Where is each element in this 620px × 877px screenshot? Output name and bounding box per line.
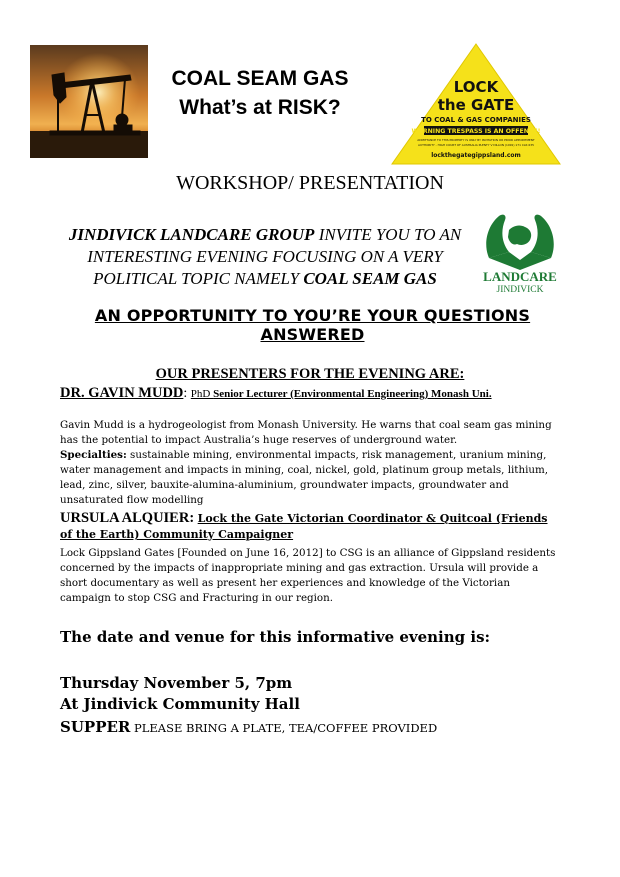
event-details	[60, 673, 580, 715]
supper-line	[60, 718, 580, 736]
invite-org: JINDIVICK LANDCARE GROUP	[68, 225, 315, 244]
landcare-logo	[475, 208, 565, 293]
presenter2-name: URSULA ALQUIER:	[60, 510, 195, 526]
presenter1-credentials	[191, 388, 492, 400]
landcare-line-2: JINDIVICK	[496, 285, 544, 293]
page-title	[150, 64, 370, 122]
lock-line-3: TO COAL & GAS COMPANIES	[421, 116, 531, 124]
opportunity-heading: AN OPPORTUNITY TO YOU’RE YOUR QUESTIONS ANSWERED	[94, 306, 531, 344]
invite-topic: COAL SEAM GAS	[303, 269, 437, 288]
supper-label: SUPPER	[60, 718, 131, 736]
lock-warning: WARNING TRESPASS IS AN OFFENCE!	[411, 128, 541, 135]
presenter2-role: Lock the Gate Victorian Coordinator & Quitcoal (Friends of the Earth) Community Campaigner	[60, 512, 548, 541]
lock-fine-print-1: ADMITTANCE TO THIS PROPERTY IS ONLY BY INVITATION OR PRIOR APPOINTMENT	[417, 138, 535, 142]
lock-line-2: the GATE	[437, 96, 515, 114]
presenter1-bio	[60, 418, 560, 508]
workshop-heading: WORKSHOP/ PRESENTATION	[176, 172, 444, 194]
presenter1-degree: PhD	[190, 388, 214, 400]
lock-line-1: LOCK	[453, 78, 499, 96]
supper-detail: PLEASE BRING A PLATE, TEA/COFFEE PROVIDED	[130, 721, 438, 735]
presenter1-header	[60, 385, 580, 402]
presenters-heading: OUR PRESENTERS FOR THE EVENING ARE:	[155, 366, 465, 382]
lock-the-gate-sign	[390, 42, 562, 166]
invite-text: INVITE YOU TO AN INTERESTING EVENING FOCUSING ON A VERY POLITICAL TOPIC NAMELY	[87, 225, 462, 288]
presenter1-name: DR. GAVIN MUDD	[60, 385, 184, 401]
lock-fine-print-2: AUTHORITY - HIGH COURT OF AUSTRALIA PLENTY V DILLON (1991) 171 CLR 635	[418, 143, 534, 147]
specialties-text: sustainable mining, environmental impacts, risk management, uranium mining, water management and impacts in mining, coal, nickel, gold, platinum group metals, lithium, lead, zinc, silver, bauxite-alumina-aluminium, groundwater impacts, groundwater and unsaturated flow modelling	[60, 449, 549, 506]
title-line-1: COAL SEAM GAS	[171, 67, 349, 90]
event-venue: At Jindivick Community Hall	[60, 695, 300, 713]
presenter1-position: Senior Lecturer (Environmental Engineering) Monash Uni.	[213, 388, 492, 400]
invite-paragraph	[60, 224, 470, 290]
title-line-2: What’s at RISK?	[179, 96, 341, 119]
oil-pump-photo	[30, 45, 148, 158]
australia-shape	[508, 226, 531, 245]
left-hand-shape	[486, 215, 509, 258]
specialties-label: Specialties:	[60, 449, 127, 461]
event-heading: The date and venue for this informative evening is:	[60, 628, 491, 646]
landcare-line-1: LANDCARE	[483, 269, 557, 284]
right-hand-shape	[531, 215, 554, 258]
presenter1-bio-text: Gavin Mudd is a hydrogeologist from Monash University. He warns that coal seam gas mining has the potential to impact Australia’s huge reserves of underground water.	[60, 419, 552, 446]
presenter2-bio: Lock Gippsland Gates [Founded on June 16, 2012] to CSG is an alliance of Gippsland residents concerned by the impacts of inappropriate mining and gas extraction. Ursula will provide a short documentary as well as present her experiences and knowledge of the Victorian campaign to stop CSG and Fracturing in our region.	[60, 547, 556, 604]
event-date: Thursday November 5, 7pm	[60, 674, 293, 692]
presenter1-sep: :	[183, 386, 191, 401]
presenter2-header	[60, 510, 560, 543]
lock-url: lockthegategippsland.com	[431, 152, 521, 159]
presenter1-specialties	[60, 448, 560, 508]
